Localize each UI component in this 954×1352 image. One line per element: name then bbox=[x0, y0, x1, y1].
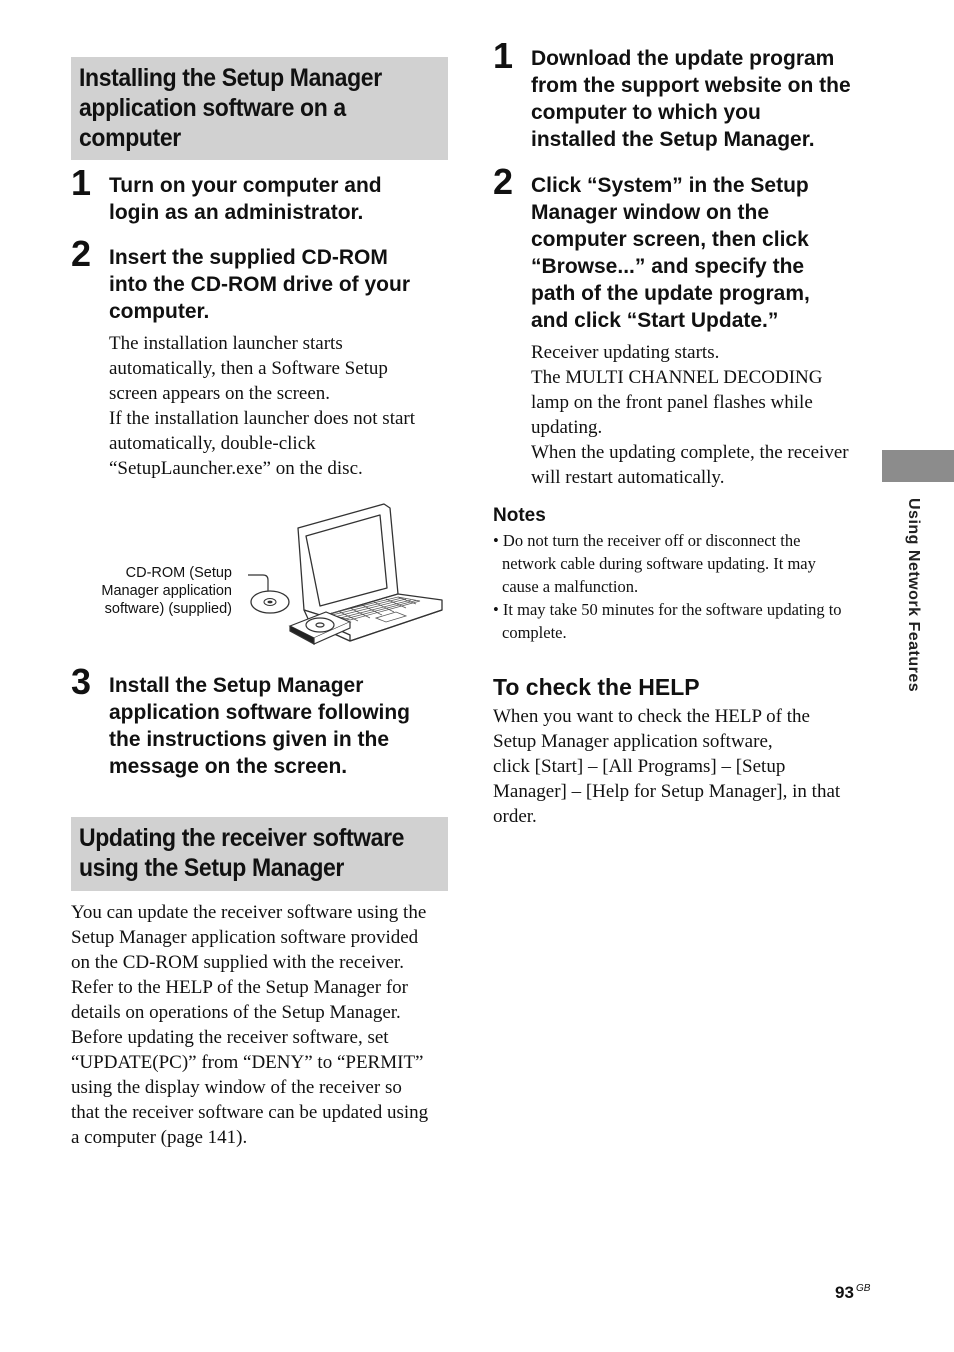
body-line: screen appears on the screen. bbox=[109, 383, 331, 404]
section-title-line: using the Setup Manager bbox=[79, 854, 345, 882]
step-line: the instructions given in the bbox=[109, 728, 390, 751]
cd-disc-icon bbox=[251, 591, 289, 613]
section-title-line: Installing the Setup Manager bbox=[79, 64, 382, 92]
body-line: order. bbox=[493, 806, 537, 827]
step-line: Manager window on the bbox=[531, 201, 770, 224]
chapter-tab-label: Using Network Features bbox=[905, 498, 922, 693]
body-line: updating. bbox=[531, 417, 603, 438]
step-number: 1 bbox=[71, 162, 92, 203]
body-line: Before updating the receiver software, set bbox=[71, 1027, 389, 1048]
body-line: Setup Manager application software provided bbox=[71, 927, 419, 948]
step-line: Download the update program bbox=[531, 47, 835, 70]
body-line: The MULTI CHANNEL DECODING bbox=[531, 367, 823, 388]
section-title-line: application software on a bbox=[79, 94, 346, 122]
note-line: • It may take 50 minutes for the software updating to bbox=[493, 600, 842, 619]
leader-line bbox=[248, 575, 268, 593]
step-line: message on the screen. bbox=[109, 755, 348, 778]
step-number: 1 bbox=[493, 35, 514, 76]
page-number: 93 bbox=[835, 1283, 854, 1302]
note-item bbox=[493, 529, 816, 598]
section-header-installing bbox=[71, 57, 448, 160]
body-line: If the installation launcher does not start bbox=[109, 408, 416, 429]
body-line: will restart automatically. bbox=[531, 467, 725, 488]
note-line: cause a malfunction. bbox=[502, 577, 639, 596]
step-line: application software following bbox=[109, 701, 411, 724]
step-line: Click “System” in the Setup bbox=[531, 174, 809, 197]
section-title-line: computer bbox=[79, 124, 181, 152]
step-number: 2 bbox=[493, 161, 514, 202]
note-line: complete. bbox=[502, 623, 567, 642]
body-line: a computer (page 141). bbox=[71, 1127, 248, 1148]
step-line: “Browse...” and specify the bbox=[531, 255, 805, 278]
body-line: details on operations of the Setup Manager. bbox=[71, 1002, 401, 1023]
body-line: that the receiver software can be updated using bbox=[71, 1102, 429, 1123]
body-line: on the CD-ROM supplied with the receiver. bbox=[71, 952, 404, 973]
body-line: Setup Manager application software, bbox=[493, 731, 773, 752]
step-line: and click “Start Update.” bbox=[531, 309, 779, 332]
body-line: automatically, double-click bbox=[109, 433, 316, 454]
note-line: network cable during software updating. It may bbox=[502, 554, 816, 573]
note-item bbox=[493, 598, 842, 644]
step-line: into the CD-ROM drive of your bbox=[109, 273, 410, 296]
body-line: When you want to check the HELP of the bbox=[493, 706, 810, 727]
body-line: Refer to the HELP of the Setup Manager for bbox=[71, 977, 408, 998]
body-line: using the display window of the receiver so bbox=[71, 1077, 402, 1098]
body-line: When the updating complete, the receiver bbox=[531, 442, 849, 463]
step-number: 3 bbox=[71, 661, 92, 702]
step-instruction bbox=[531, 45, 851, 153]
section-header-updating bbox=[71, 817, 448, 891]
page-region-suffix: GB bbox=[856, 1283, 871, 1294]
step-instruction bbox=[531, 172, 810, 334]
note-line: • Do not turn the receiver off or disconnect the bbox=[493, 531, 801, 550]
step-line: Turn on your computer and bbox=[109, 174, 382, 197]
chapter-tab bbox=[882, 450, 954, 482]
body-line: “SetupLauncher.exe” on the disc. bbox=[109, 458, 363, 479]
step-line: path of the update program, bbox=[531, 282, 810, 305]
body-line: You can update the receiver software using the bbox=[71, 902, 427, 923]
step-line: Insert the supplied CD-ROM bbox=[109, 246, 388, 269]
step-instruction bbox=[109, 172, 382, 226]
caption-line: software) (supplied) bbox=[104, 601, 232, 617]
step-description bbox=[531, 340, 849, 490]
step-line: installed the Setup Manager. bbox=[531, 128, 815, 151]
step-line: login as an administrator. bbox=[109, 201, 364, 224]
laptop-cdrom-illustration bbox=[248, 498, 448, 650]
body-line: Receiver updating starts. bbox=[531, 342, 720, 363]
step-line: computer to which you bbox=[531, 101, 761, 124]
help-body bbox=[493, 704, 840, 829]
step-instruction bbox=[109, 672, 410, 780]
body-line: The installation launcher starts bbox=[109, 333, 343, 354]
notes-heading: Notes bbox=[493, 505, 546, 526]
step-instruction bbox=[109, 244, 410, 325]
help-heading: To check the HELP bbox=[493, 674, 700, 700]
section-body bbox=[71, 900, 451, 1150]
step-line: computer screen, then click bbox=[531, 228, 809, 251]
step-line: Install the Setup Manager bbox=[109, 674, 364, 697]
section-title-line: Updating the receiver software bbox=[79, 824, 405, 852]
body-line: Manager] – [Help for Setup Manager], in that bbox=[493, 781, 841, 802]
step-description bbox=[109, 331, 415, 481]
step-line: computer. bbox=[109, 300, 210, 323]
body-line: click [Start] – [All Programs] – [Setup bbox=[493, 756, 786, 777]
body-line: “UPDATE(PC)” from “DENY” to “PERMIT” bbox=[71, 1052, 424, 1073]
illustration-caption bbox=[84, 564, 232, 618]
caption-line: CD-ROM (Setup bbox=[125, 565, 232, 581]
caption-line: Manager application bbox=[101, 583, 232, 599]
step-line: from the support website on the bbox=[531, 74, 851, 97]
body-line: lamp on the front panel flashes while bbox=[531, 392, 813, 413]
step-number: 2 bbox=[71, 233, 92, 274]
body-line: automatically, then a Software Setup bbox=[109, 358, 388, 379]
